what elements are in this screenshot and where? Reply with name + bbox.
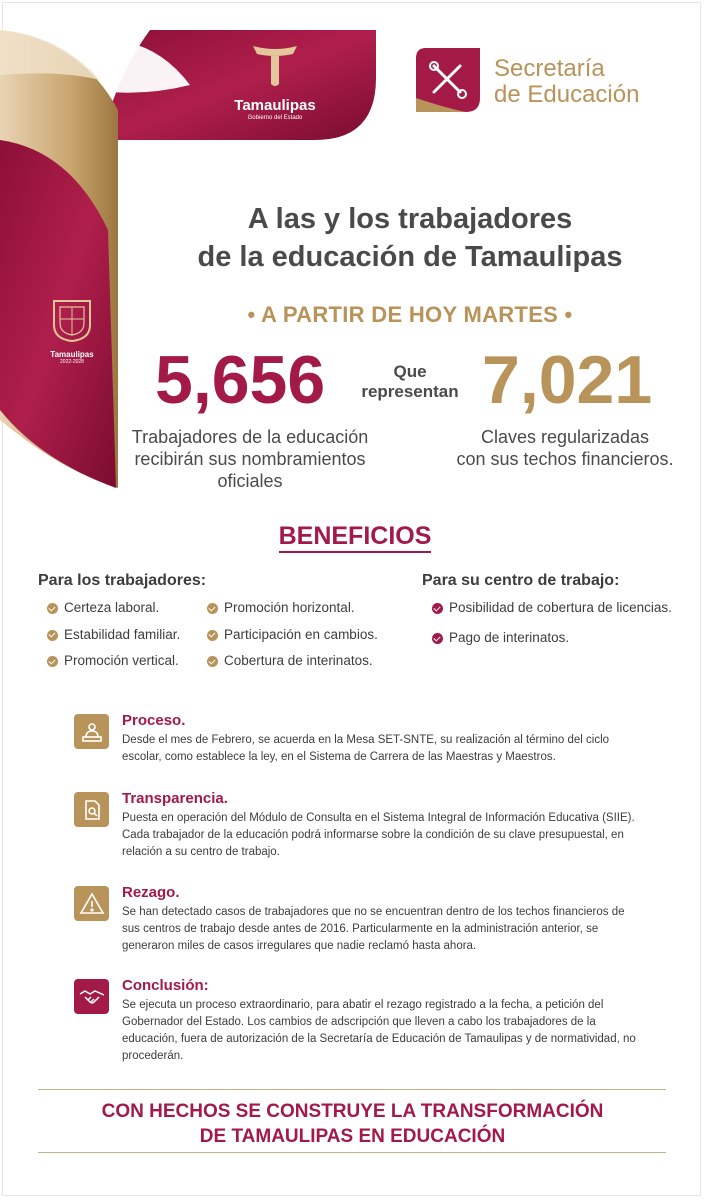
list-item — [207, 600, 378, 627]
benefits-title — [200, 522, 510, 551]
section-rezago — [74, 884, 644, 964]
warning-icon — [74, 886, 109, 921]
benefit-label: Participación en cambios. — [224, 626, 378, 642]
check-icon — [47, 656, 58, 667]
benefit-label: Estabilidad familiar. — [64, 626, 181, 642]
keys-caption-line2: con sus techos financieros. — [456, 449, 674, 469]
center-benefits-list — [432, 600, 672, 660]
secretaria-line1: Secretaría — [494, 55, 605, 82]
section-title: Conclusión: — [122, 977, 209, 994]
benefit-label: Cobertura de interinatos. — [224, 653, 373, 668]
section-text: Desde el mes de Febrero, se acuerda en la Mesa SET-SNTE, su realización al término del ciclo escolar, como establece la ley, en el Sistema de Carrera de las Maestras y Maestros. — [122, 734, 610, 763]
page-title — [160, 200, 660, 276]
brand-name: Tamaulipas — [234, 97, 316, 114]
check-icon — [207, 656, 218, 667]
center-benefits-heading: Para su centro de trabajo: — [422, 572, 620, 589]
closing-line2: DE TAMAULIPAS EN EDUCACIÓN — [199, 1126, 506, 1147]
check-icon — [207, 630, 218, 641]
section-title: Rezago. — [122, 884, 180, 901]
benefit-label: Pago de interinatos. — [449, 630, 570, 645]
secretaria-title — [494, 56, 639, 108]
check-icon — [432, 603, 443, 614]
benefits-title-text: BENEFICIOS — [279, 522, 432, 553]
presenter-icon — [74, 714, 109, 749]
workers-caption — [115, 426, 385, 492]
connector-text — [352, 362, 468, 402]
workers-caption-line2: recibirán sus nombramientos — [134, 449, 366, 469]
tamaulipas-brand — [215, 40, 335, 121]
section-text: Se han detectado casos de trabajadores que no se encuentran dentro de los techos financieros de sus centros de trabajo desde antes de 2016. Particularmente en la administración anterior, se generaron miles de casos irregulares que nadie reclamó hasta ahora. — [122, 906, 625, 952]
list-item — [432, 630, 672, 660]
section-text: Puesta en operación del Módulo de Consulta en el Sistema Integral de Información Educativa (SIIE). Cada trabajador de la educación podrá informarse sobre la condición de su clave presupuestal, en relación a su centro de trabajo. — [122, 812, 635, 858]
check-icon — [207, 603, 218, 614]
coat-of-arms-icon — [50, 295, 94, 343]
handshake-icon — [74, 979, 109, 1014]
check-icon — [47, 630, 58, 641]
secretaria-line2: de Educación — [494, 81, 640, 108]
workers-count: 5,656 — [155, 342, 326, 418]
list-item — [207, 653, 378, 680]
closing-slogan — [40, 1099, 665, 1149]
state-seal — [44, 295, 100, 365]
section-text: Se ejecuta un proceso extraordinario, para abatir el rezago registrado a la fecha, a petición del Gobernador del Estado. Los cambios de adscripción que lleven a cabo los trabajadores de la educación, fuera de autorización de la Secretaría de Educación de Tamaulipas y de normatividad, no procederán. — [122, 999, 636, 1062]
brand-sub: Gobierno del Estado — [247, 115, 303, 121]
check-icon — [47, 603, 58, 614]
keys-caption-line1: Claves regularizadas — [480, 427, 650, 447]
workers-benefits-list-2 — [207, 600, 378, 680]
check-icon — [432, 633, 443, 644]
workers-benefits-heading: Para los trabajadores: — [38, 572, 207, 589]
seal-sub: 2022-2028 — [60, 359, 84, 365]
keys-count: 7,021 — [482, 342, 653, 418]
divider-top — [38, 1089, 666, 1090]
secretaria-logo-icon — [416, 48, 480, 112]
list-item — [47, 627, 180, 654]
section-transparencia — [74, 790, 644, 870]
list-item — [47, 600, 180, 627]
tamaulipas-logo-icon — [245, 40, 305, 90]
seal-name: Tamaulipas — [50, 350, 94, 359]
title-line2: de la educación de Tamaulipas — [197, 241, 623, 273]
list-item — [207, 627, 378, 654]
section-title: Transparencia. — [122, 790, 228, 807]
date-subhead: • A PARTIR DE HOY MARTES • — [247, 302, 573, 327]
workers-benefits-list-1 — [47, 600, 180, 680]
connector-line2: representan — [361, 382, 459, 401]
closing-line1: CON HECHOS SE CONSTRUYE LA TRANSFORMACIÓN — [101, 1101, 604, 1122]
section-conclusion — [74, 977, 644, 1067]
benefit-label: Promoción horizontal. — [224, 600, 355, 615]
list-item — [47, 653, 180, 680]
title-line1: A las y los trabajadores — [247, 203, 573, 235]
workers-caption-line1: Trabajadores de la educación — [131, 427, 369, 447]
divider-bottom — [38, 1152, 666, 1153]
benefit-label: Promoción vertical. — [64, 653, 179, 668]
benefit-label: Posibilidad de cobertura de licencias. — [449, 600, 672, 615]
workers-caption-line3: oficiales — [217, 471, 283, 491]
benefit-label: Certeza laboral. — [64, 600, 160, 615]
list-item — [432, 600, 672, 630]
section-proceso — [74, 712, 644, 772]
connector-line1: Que — [393, 362, 427, 381]
keys-caption — [440, 426, 690, 470]
document-search-icon — [74, 792, 109, 827]
section-title: Proceso. — [122, 712, 186, 729]
